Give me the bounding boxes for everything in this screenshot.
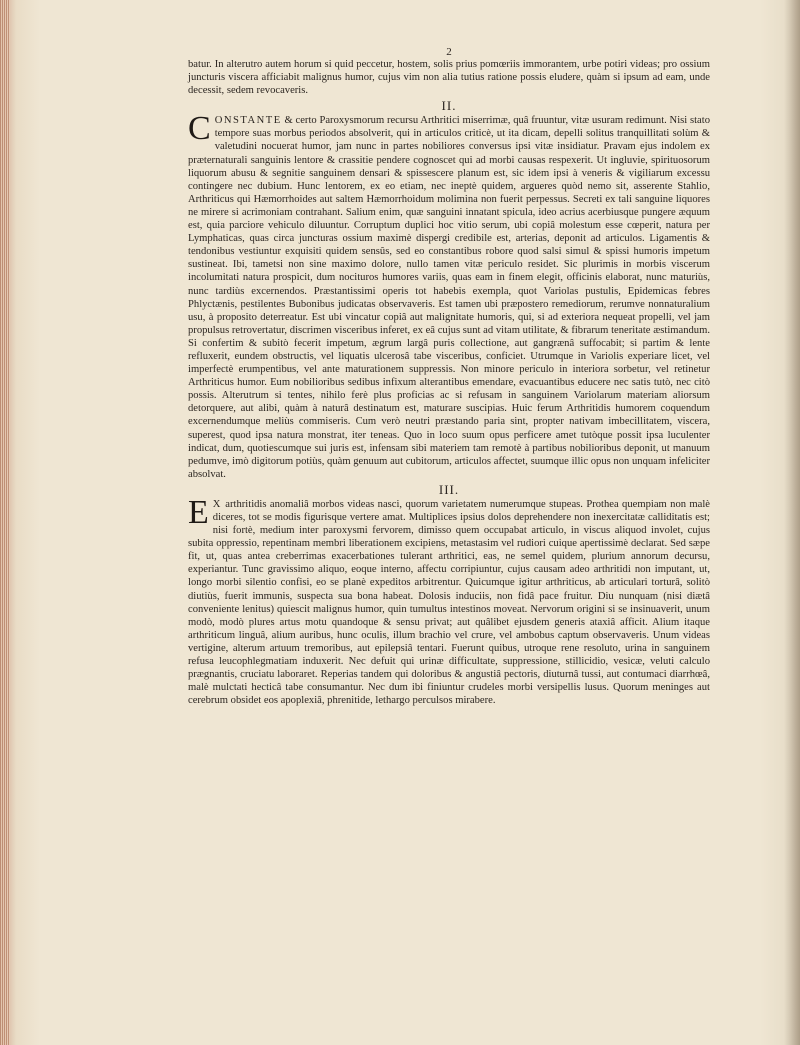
dropcap: C: [188, 110, 211, 148]
lead-word: ONSTANTE: [214, 115, 282, 127]
section-3-text: arthritidis anomaliâ morbos videas nasci, quorum varietatem numerumque stupeas. Prothea quempiam non malè diceres, tot se modis figurisque vertere amat. Multiplices ipsius dolos deprehendere non inexercitatæ calliditatis est; nisi fortè, medium inter paroxysmi fervorem, dimisso quem occupabat articulo, in viscus aliquod involet, cujus subita oppressio, repentinam membri liberationem excipiens, metastasim vel rudiori cuique apertissimè declarat. Sed sæpe fit, ut, quas antea creberrimas exacerbationes tulerant arthritici, eas, ne semel quidem, plurium annorum decursu, experiantur. Tunc gravissimo aliquo, eoque interno, affectu corripiuntur, cujus causam adeo arthritidi non imputant, ut, longo morbi silentio confisi, eo se planè expeditos arbitrentur. Quicumque igitur arthriticus, ab articulari torturâ, solitò diutiùs, fuerit immunis, suspecta sua bona habeat. Dolosis induciis, non fidâ pace fruitur. Diu nunquam (nisi diætâ conveniente lenitus) quiescit malignus humor, quin tumultus intestinos moveat. Nervorum origini si se insinuaverit, unum modò, modò plures artus motu quandoque & sensu privat; aut quâlibet ejusdem generis ataxiâ afficit. Alium itaque arthriticum linguâ, alium auribus, hunc oculis, illum brachio vel crure, vel ambobus captum observaveris. Unum videas vertigine, alterum artuum tremoribus, aut epilepsiâ tentari. Fuerunt quibus, utroque rene resoluto, urina in sanguinem refusa leucophlegmatiam induxerit. Nec defuit qui urinæ difficultate, suppressione, stillicidio, vesicæ, veluti calculo prægnantis, cruciatu laboraret. Reperias tandem qui doloribus & angustiâ pectoris, diuturnâ tussi, aut contumaci diarrhœâ, malè mulctati hecticâ tabe consumantur. Nec dum ibi finiuntur crudeles morbi versipellis lusus. Quorum meninges aut cerebrum obsidet eos apoplexiâ, phrenitide, lethargo perculsos mirabere.: [188, 498, 710, 707]
page-number: 2: [446, 46, 452, 58]
dropcap: E: [188, 493, 209, 531]
page-content: [188, 46, 710, 707]
section-3-paragraph: [188, 493, 710, 708]
page-edge: [0, 0, 10, 1045]
gutter-shadow: [784, 0, 800, 1045]
section-2-paragraph: [188, 110, 710, 481]
section-heading-3: III.: [438, 481, 460, 497]
intro-paragraph: batur. In alterutro autem horum si quid peccetur, hostem, solis prius pomœriis immorantem, urbe potiri videas; pro ossium juncturis viscera afficiabit malignus humor, cujus vim non alia tutius ratione possis eludere, quàm si ipsum ad eam, unde decessit, sedem revocaveris.: [188, 59, 710, 97]
lead-word: X: [212, 498, 222, 510]
section-heading-2: II.: [441, 98, 457, 114]
section-2-text: & certo Paroxysmorum recursu Arthritici miserrimæ, quâ fruuntur, vitæ usuram redimunt. Nisi stato tempore suas morbus periodos absolverit, qui in articulos criticè, ut ita dicam, depelli solitus tranquillitati solùm & valetudini nocuerat humor, jam nunc in partes nobiliores conversus ipsi vitæ insidiatur. Pravam ejus indolem ex præternaturali sanguinis lentore & crassitie pendere cognoscet qui ad morbi causas respexerit. Ut ingluvie, spirituosorum liquorum abusu & segnitie sanguinem densari & spissescere planum est, sic idem ipsi à veneris & vigiliarum excessu contingere nec dubium. Hunc lentorem, ex eo etiam, nec ineptè quidem, argueres quòd nemo sit, asserente Stahlio, Arthriticus qui Hæmorrhoides aut saltem Hæmorrhoidum molimina non fuerit perpessus. Secreti ex tali sanguine liquores ne mirere si acrimoniam contrahant. Salium enim, quæ sanguini innatant spicula, ideo acrius acerbiusque pungere æquum est, quia parciore vehiculo diluuntur. Corruptum duplici hoc vitio serum, ubi copiâ molestum esse cœperit, natura per Lymphaticas, quas circa juncturas ossium maximè dispergi credibile est, arterias, deponit ad articulos. Ligamentis & tendonibus vestiuntur exquisiti quidem sensûs, sed eo constantibus robore quod salsi simul & spissi humoris impetum sustineat. Ibi, tametsi non sine maximo dolore, nullo tamen vitæ periculo residet. Sic plurimis in morbis viscerum incolumitati natura prospicit, dum nocituros humores variis, quas eam in finem elegit, officinis elaborat, nunc maturiùs, nunc tardiùs excernendos. Præstantissimi operis tot habebis exempla, quot Variolas pustulis, Epidemicas febres Phlyctænis, pestilentes Bubonibus judicatas observaveris. Est tamen ubi præpostero remediorum, rerumve nonnaturalium usu, à proposito deterreatur. Est ubi vincatur copiâ aut malignitate humoris, qui, si ad exteriora nequeat propelli, vel jam propulsus retrovertatur, discrimen visceribus inferet, ex eâ cujus sunt ad vitam utilitate, & fibrarum teneritate æstimandum. Si confertim & subitò fecerit impetum, ægrum largâ puris collectione, aut gangrænâ suffocabit; si partim & lente refluxerit, eundem obstructis, vel liquatis ulcerosâ tabe visceribus, conficiet. Utrumque in Variolis experiare licet, vel imperfectè erumpentibus, vel ante maturationem suppressis. Non minore periculo in interiora sorbetur, vel retinetur Arthriticus humor. Eum nobilioribus sedibus infixum alterantibus emendare, evacuantibus educere nec satis tutò, nec citò possis. Alterutrum si tentes, nihilo ferè plus proficias ac si refusam in sanguinem Variolarum materiam aliorsum detorquere, aut alibi, quàm à naturâ destinatum est, maturare suscipias. Huic ferum Arthritidis humorem coquendum excernendumque meliùs commiseris. Cum verò neutri præstando paria sint, propter nativam imbecillitatem, viscera, superest, quod ipsa natura monstrat, iter teneas. Quo in loco suum opus perficere amet tutòque possit ipsa luculenter indicat, dum, quotiescumque sui juris est, infensam sibi materiem tam remotè à partibus nobilioribus deponit, ut manuum pedumve, imò digitorum potiùs, quàm genuum aut cubitorum, articulos affectet, suumque illic opus non unquam infeliciter absolvat.: [188, 115, 710, 480]
